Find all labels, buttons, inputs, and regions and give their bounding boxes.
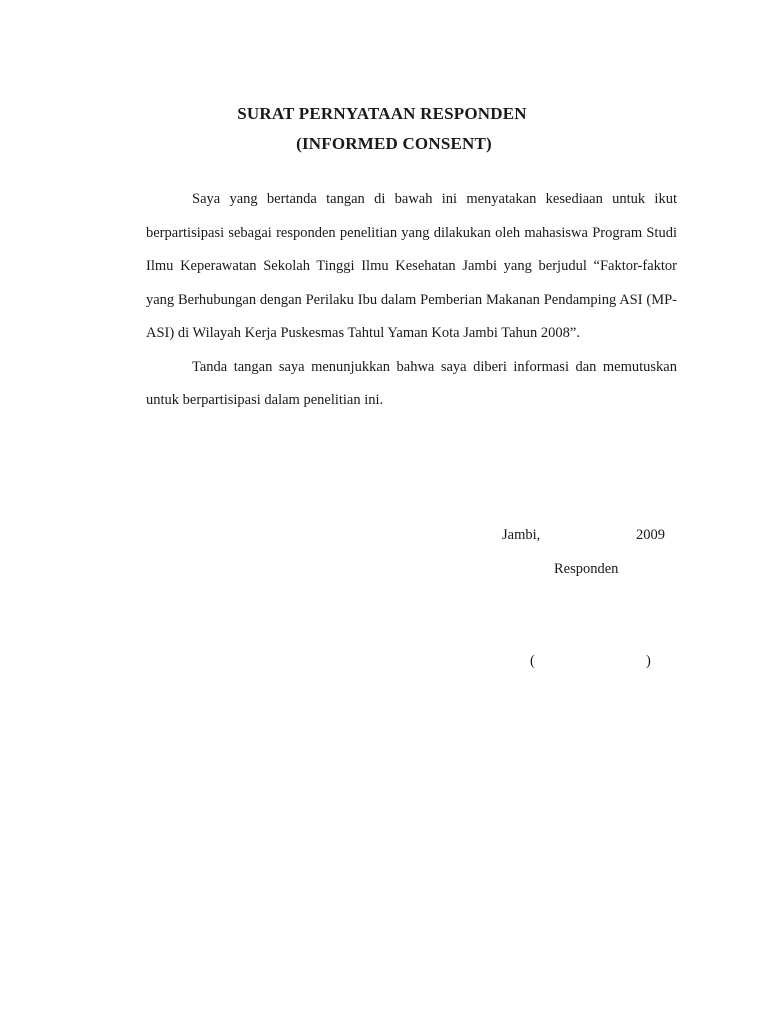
paragraph-statement: Saya yang bertanda tangan di bawah ini menyatakan kesediaan untuk ikut berpartisipasi sebagai responden penelitian yang dilakukan oleh mahasiswa Program Studi Ilmu Keperawatan Sekolah Tinggi Ilmu Kesehatan Jambi yang berjudul “Faktor-faktor yang Berhubungan dengan Perilaku Ibu dalam Pemberian Makanan Pendamping ASI (MP-ASI) di Wilayah Kerja Puskesmas Tahtul Yaman Kota Jambi Tahun 2008”. <box>146 191 677 341</box>
document-subtitle: (INFORMED CONSENT) <box>296 134 492 153</box>
signature-place: Jambi, <box>502 527 541 543</box>
document-body <box>146 183 677 418</box>
signature-name-open-paren: ( <box>530 653 535 669</box>
signature-name-close-paren: ) <box>646 653 651 669</box>
paragraph-signature-note: Tanda tangan saya menunjukkan bahwa saya diberi informasi dan memutuskan untuk berpartisipasi dalam penelitian ini. <box>146 358 677 408</box>
document-title: SURAT PERNYATAAN RESPONDEN <box>237 104 527 123</box>
signature-role: Responden <box>554 561 619 577</box>
signature-year: 2009 <box>636 527 665 543</box>
